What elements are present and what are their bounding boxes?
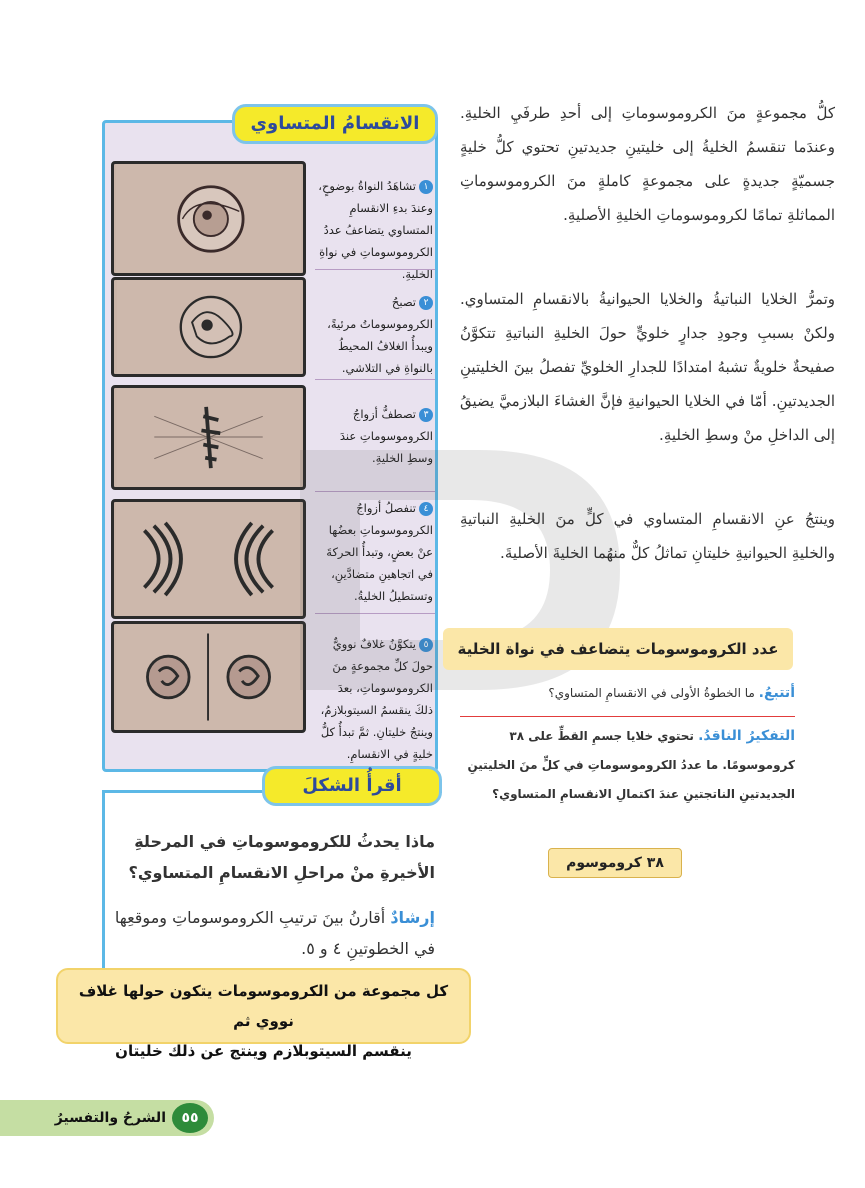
stage-4-description: ٤تنفصلُ أزواجُ الكروموسوماتِ بعضُها عنْ بعضٍ، وتبدأُ الحركةَ في اتجاهينِ متضادَّينِ، وتستطيلُ الخليةُ. [326,501,433,603]
critical-label: التفكيرُ الناقدُ. [698,728,795,744]
stage-divider [315,269,435,270]
paragraph-2: وتمرُّ الخلايا النباتيةُ والخلايا الحيوانيةُ بالانقسامِ المتساوي. ولكنْ بسببِ وجودِ جدارٍ خلويٍّ حولَ الخليةِ النباتيةِ تتكوَّنُ صفيحةٌ خلويةٌ تشبهُ امتدادًا للجدارِ الخلويِّ تفصلُ بينَ الخليتينِ الجديدتينِ. أمّا في الخلايا الحيوانيةِ فإنَّ الغشاءَ البلازميَّ يضيقُ إلى الداخلِ منْ وسطِ الخليةِ. [460,290,835,444]
answer-line-2: ينقسم السيتوبلازم وينتج عن ذلك خليتان [115,1042,412,1060]
stage-divider [315,491,435,492]
mitosis-panel [102,120,438,772]
hint-label: إرشادٌ [390,908,435,927]
stage-1-number: ١ [419,180,433,194]
stage-4-cell-image [111,499,306,619]
stage-2-number: ٢ [419,296,433,310]
stage-5-description: ٥يتكوَّنُ غلافٌ نوويٌّ حولَ كلِّ مجموعةٍ منَ الكروموسوماتِ، بعدَ ذلكَ ينقسمُ السيتوبلازمُ، وينتجُ خليتانِ. ثمَّ تبدأُ كلُّ خليةٍ في الانقسامِ. [320,637,433,761]
stage-3-cell-image [111,385,306,490]
stage-divider [315,379,435,380]
hint-text: أقارنُ بينَ ترتيبِ الكروموسوماتِ وموقعِها في الخطوتينِ ٤ و ٥. [114,908,435,958]
critical-thinking-question [460,722,795,809]
stage-1-description: ١تشاهَدُ النواةُ بوضوحٍ، وعندَ بدءِ الانقسامِ المتساوي يتضاعفُ عددُ الكروموسوماتِ في نواةِ الخليةِ. [318,179,433,281]
critical-answer-box: ٣٨ كروموسوم [548,848,682,878]
handwritten-answer-box [56,968,471,1060]
follow-label: أتتبعُ. [758,685,795,701]
stage-divider [315,613,435,614]
stage-4-number: ٤ [419,502,433,516]
section-label: الشرحُ والتفسيرُ [54,1110,166,1126]
read-figure-question: ماذا يحدثُ للكروموسوماتِ في المرحلةِ الأخيرةِ منْ مراحلِ الانقسامِ المتساوي؟ [128,832,435,882]
follow-text: ما الخطوةُ الأولى في الانقسامِ المتساوي؟ [548,686,755,700]
stage-2-description: ٢تصبحُ الكروموسوماتُ مرئيةً، ويبدأُ الغلافُ المحيطُ بالنواةِ في التلاشي. [327,295,433,375]
stage-1-cell-image [111,161,306,276]
paragraph-1: كلُّ مجموعةٍ منَ الكروموسوماتِ إلى أحدِ طرفَيِ الخليةِ. وعندَما تنقسمُ الخليةُ إلى خليتينِ جديدتينِ تحتوي كلُّ خليةٍ جسميّةٍ جديدةٍ على مجموعةٍ كاملةٍ منَ الكروموسوماتِ المماثلةِ تمامًا لكروموسوماتِ الخليةِ الأصليةِ. [460,104,835,224]
stage-5-number: ٥ [419,638,433,652]
stage-5-cell-image [111,621,306,733]
stage-3-description: ٣تصطفُّ أزواجُ الكروموسوماتِ عندَ وسطِ الخليةِ. [339,407,433,465]
stage-3-number: ٣ [419,408,433,422]
read-figure-title: أقرأُ الشكلَ [262,766,442,806]
follow-answer-box: عدد الكروموسومات يتضاعف في نواة الخلية [443,628,793,670]
answer-line-1: كل مجموعة من الكروموسومات يتكون حولها غلاف نووي ثم [78,982,449,1030]
read-figure-hint [110,902,435,964]
mitosis-title: الانقسامُ المتساوي [232,104,438,144]
follow-question [460,680,795,706]
stage-2-cell-image [111,277,306,377]
paragraph-3: وينتجُ عنِ الانقسامِ المتساوي في كلٍّ منَ الخليةِ النباتيةِ والخليةِ الحيوانيةِ خليتانِ تماثلُ كلٌّ منهُما الخليةَ الأصليةَ. [460,510,835,562]
red-divider [460,716,795,717]
critical-text: تحتوي خلايا جسمِ القطِّ على ٣٨ كروموسومًا. ما عددُ الكروموسوماتِ في كلٍّ منَ الخليتينِ الجديدتينِ الناتجتينِ عندَ اكتمالِ الانقسامِ المتساوي؟ [467,729,795,801]
page-number: ٥٥ [172,1103,208,1133]
